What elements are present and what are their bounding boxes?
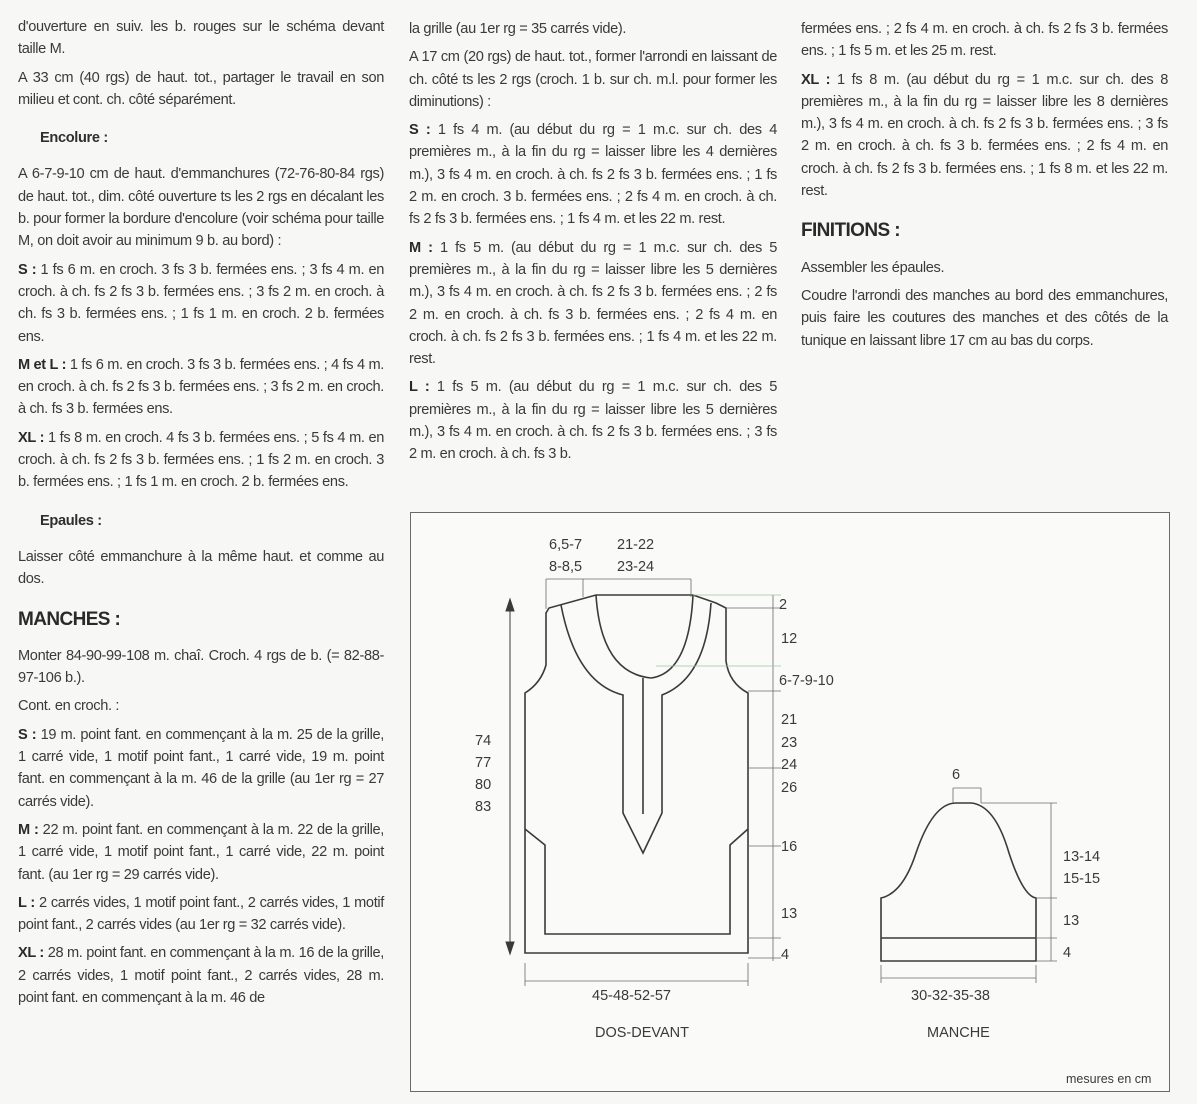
size-text: 19 m. point fant. en commençant à la m. 25 de la grille, 1 carré vide, 1 motif point fant., 1 carré vide, 19 m. point fant. en commençant à la m. 46 de la grille (au 1er rg = 27 carrés vide). (18, 726, 384, 810)
label-shoulder-2: 8-8,5 (549, 559, 583, 575)
size-instruction (409, 376, 777, 465)
text-column-1 (18, 16, 384, 1015)
label-neck-2: 23-24 (617, 559, 655, 575)
size-label: M et L : (18, 356, 67, 373)
text-column-2 (409, 18, 777, 472)
units-note: mesures en cm (1066, 1072, 1152, 1086)
label-dim-16: 16 (781, 839, 798, 855)
text-column-3 (801, 18, 1168, 358)
section-heading-manches: MANCHES : (18, 608, 121, 630)
label-dim-2: 2 (779, 597, 788, 613)
paragraph: A 6-7-9-10 cm de haut. d'emmanchures (72-76-80-84 rgs) de haut. tot., dim. côté ouverture ts les 2 rgs en décalant les b. pour former la bordure d'encolure (voir schéma pour taille M, on doit avoir au minimum 9 b. au bord) : (18, 166, 384, 250)
sleeve-title: MANCHE (927, 1025, 990, 1041)
paragraph: A 33 cm (40 rgs) de haut. tot., partager le travail en son milieu et cont. ch. côté séparément. (18, 69, 384, 108)
label-dim-12: 12 (781, 631, 798, 647)
height-arrow (506, 599, 514, 954)
size-label: M : (18, 821, 39, 838)
size-text: 1 fs 5 m. (au début du rg = 1 m.c. sur ch. des 5 premières m., à la fin du rg = laisser libre les 5 dernières m.), 3 fs 4 m. en croch. à ch. fs 2 fs 3 b. fermées ens. ; 2 fs 2 m. en croch. à ch. fs 3 b. fermées ens. ; 2 fs 4 m. en croch. à ch. fs 2 fs 3 b. fermées ens. ; 1 fs 4 m. et les 22 m. rest. (409, 239, 777, 368)
label-cap-2: 15-15 (1063, 871, 1101, 887)
size-text: 22 m. point fant. en commençant à la m. 22 de la grille, 1 carré vide, 1 motif point fant., 1 carré vide, 22 m. point fant. (au 1er rg = 29 carrés vide). (18, 821, 384, 883)
size-label: XL : (801, 71, 831, 88)
label-cap-1: 13-14 (1063, 849, 1101, 865)
dimension-lines (525, 579, 781, 986)
size-label: M : (409, 239, 433, 256)
label-dim-armhole: 6-7-9-10 (779, 673, 834, 689)
size-text: 28 m. point fant. en commençant à la m. 16 de la grille, 2 carrés vides, 1 motif point fant., 2 carrés vides, 28 m. point fant. en commençant à la m. 46 de (18, 945, 384, 1006)
size-label: XL : (18, 945, 44, 962)
label-neck-1: 21-22 (617, 537, 655, 553)
label-slit-4: 26 (781, 780, 798, 796)
pattern-schematic (410, 512, 1170, 1092)
section-heading-epaules: Epaules : (40, 512, 102, 529)
sleeve-outline (881, 803, 1036, 961)
size-label: XL : (18, 429, 45, 446)
label-dim-13: 13 (781, 906, 798, 922)
size-instruction (409, 237, 777, 371)
paragraph: Cont. en croch. : (18, 698, 120, 715)
paragraph: d'ouverture en suiv. les b. rouges sur le schéma devant taille M. (18, 19, 384, 58)
size-label: S : (18, 726, 37, 743)
size-text: 1 fs 6 m. en croch. 3 fs 3 b. fermées ens. ; 4 fs 4 m. en croch. à ch. fs 2 fs 3 b. fermées ens. ; 3 fs 2 m. en croch. à ch. fs 3 b. fermées ens. (18, 356, 384, 418)
hem-band (525, 829, 748, 934)
collar-band (561, 603, 711, 853)
label-height-4: 83 (475, 799, 492, 815)
size-text: 1 fs 8 m. (au début du rg = 1 m.c. sur ch. des 8 premières m., à la fin du rg = laisser libre les 8 dernières m.), 3 fs 4 m. en croch. à ch. fs 2 fs 3 b. fermées ens. ; 3 fs 2 m. en croch. à ch. fs 3 b. fermées ens. ; 2 fs 4 m. en croch. à ch. fs 2 fs 3 b. fermées ens. ; 1 fs 8 m. et les 22 m. rest. (801, 71, 1169, 200)
label-sleeve-width: 30-32-35-38 (911, 988, 990, 1004)
label-slit-3: 24 (781, 757, 798, 773)
paragraph: A 17 cm (20 rgs) de haut. tot., former l'arrondi en laissant de ch. côté ts les 2 rgs (croch. 1 b. sur ch. m.l. pour former les diminutions) : (409, 49, 777, 110)
label-shoulder-1: 6,5-7 (549, 537, 583, 553)
paragraph: fermées ens. ; 2 fs 4 m. en croch. à ch. fs 2 fs 3 b. fermées ens. ; 1 fs 5 m. et les 25 m. rest. (801, 21, 1168, 60)
size-instruction (409, 119, 777, 230)
paragraph: Laisser côté emmanchure à la même haut. et comme au dos. (18, 548, 384, 588)
section-heading-encolure: Encolure : (40, 130, 108, 147)
size-label: S : (409, 122, 431, 139)
size-instruction (18, 819, 384, 886)
size-instruction (18, 427, 384, 494)
size-text: 1 fs 5 m. (au début du rg = 1 m.c. sur ch. des 5 premières m., à la fin du rg = laisser libre les 5 dernières m.), 3 fs 4 m. en croch. à ch. fs 2 fs 3 b. fermées ens. ; 3 fs 2 m. en croch. à ch. fs 3 b. (409, 379, 778, 463)
size-text: 1 fs 6 m. en croch. 3 fs 3 b. fermées ens. ; 3 fs 4 m. en croch. à ch. fs 2 fs 3 b. fermées ens. ; 3 fs 2 m. en croch. à ch. fs 3 b. fermées ens. ; 1 fs 1 m. en croch. 2 b. fermées ens. (18, 261, 385, 345)
front-body-outline (525, 595, 748, 953)
section-heading-finitions: FINITIONS : (801, 220, 900, 242)
neckline-curve (596, 595, 693, 678)
front-title: DOS-DEVANT (595, 1025, 689, 1041)
size-text: 2 carrés vides, 1 motif point fant., 2 carrés vides, 1 motif point fant., 2 carrés vides (au 1er rg = 32 carrés vide). (18, 894, 384, 934)
paragraph: Coudre l'arrondi des manches au bord des emmanchures, puis faire les coutures des manches et des côtés de la tunique en laissant libre 17 cm au bas du corps. (801, 287, 1168, 349)
paragraph: Assembler les épaules. (801, 259, 945, 276)
size-instruction (18, 892, 384, 937)
paragraph: Monter 84-90-99-108 m. chaî. Croch. 4 rgs de b. (= 82-88-97-106 b.). (18, 647, 384, 687)
label-height-1: 74 (475, 733, 492, 749)
schematic-svg (411, 513, 1169, 1091)
size-text: 1 fs 4 m. (au début du rg = 1 m.c. sur ch. des 4 premières m., à la fin du rg = laisser libre les 4 dernières m.), 3 fs 4 m. en croch. à ch. fs 2 fs 3 b. fermées ens. ; 1 fs 2 m. en croch. 3 b. fermées ens. ; 2 fs 4 m. en croch. à ch. fs 2 fs 3 b. fermées ens. ; 1 fs 4 m. et les 22 m. rest. (409, 122, 777, 228)
label-slit-2: 23 (781, 735, 798, 751)
label-width: 45-48-52-57 (592, 988, 671, 1004)
label-sleeve-13: 13 (1063, 913, 1080, 929)
size-label: L : (409, 379, 430, 396)
sleeve-dimension-lines (881, 788, 1057, 983)
size-instruction (18, 354, 384, 421)
front-outline (525, 595, 748, 953)
size-label: L : (18, 894, 35, 911)
label-height-2: 77 (475, 755, 492, 771)
label-dim-4: 4 (781, 947, 790, 963)
size-instruction (801, 69, 1168, 203)
label-sleeve-4: 4 (1063, 945, 1072, 961)
paragraph: la grille (au 1er rg = 35 carrés vide). (409, 21, 627, 37)
front-labels (475, 537, 834, 1041)
label-slit-1: 21 (781, 712, 798, 728)
size-instruction (18, 724, 384, 813)
label-sleeve-top: 6 (952, 767, 961, 783)
size-instruction (18, 942, 384, 1009)
label-height-3: 80 (475, 777, 492, 793)
sleeve-labels (911, 767, 1100, 1041)
size-text: 1 fs 8 m. en croch. 4 fs 3 b. fermées ens. ; 5 fs 4 m. en croch. à ch. fs 2 fs 3 b. fermées ens. ; 1 fs 2 m. en croch. 3 b. fermées ens. ; 1 fs 1 m. en croch. 2 b. fermées ens. (18, 429, 385, 491)
size-instruction (18, 259, 384, 348)
size-label: S : (18, 261, 37, 278)
